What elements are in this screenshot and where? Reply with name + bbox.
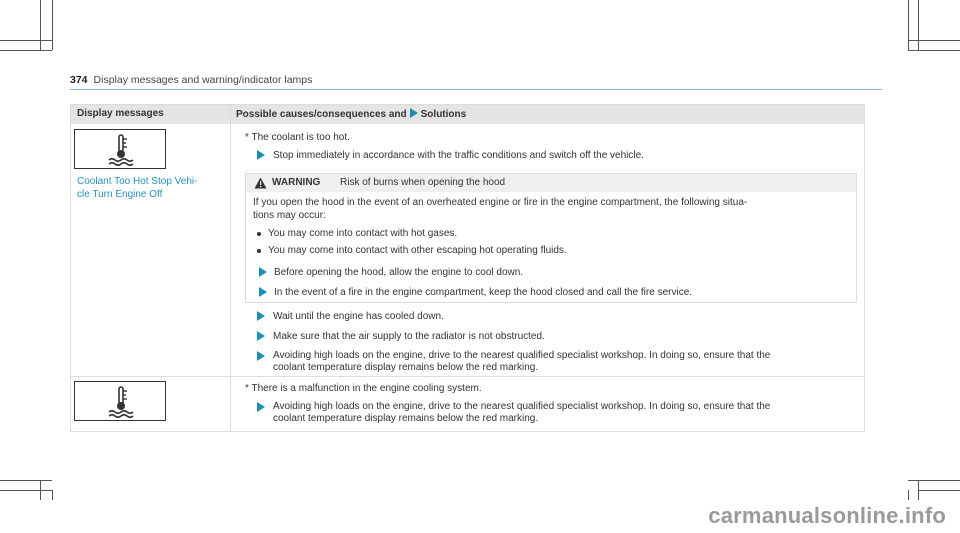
- warning-intro-line: tions may occur:: [253, 210, 326, 221]
- warning-bullet: You may come into contact with hot gases.: [268, 228, 458, 239]
- arrow-right-icon: [259, 287, 267, 297]
- display-messages-table: [70, 104, 865, 432]
- warning-header: [246, 174, 856, 192]
- crop-mark: [40, 0, 41, 50]
- crop-mark: [0, 50, 52, 51]
- crop-mark: [52, 0, 53, 50]
- warning-bullet: You may come into contact with other escaping hot operating fluids.: [268, 245, 567, 256]
- crop-mark: [908, 40, 960, 41]
- crop-mark: [0, 480, 52, 481]
- watermark: carmanualsonline.info: [708, 503, 946, 528]
- coolant-temperature-icon: [74, 381, 166, 421]
- solution-step: Wait until the engine has cooled down.: [273, 311, 444, 322]
- warning-step: In the event of a fire in the engine compartment, keep the hood closed and call the fire service.: [274, 287, 693, 298]
- page-number: 374: [70, 74, 88, 86]
- cause-text: * There is a malfunction in the engine cooling system.: [245, 383, 482, 394]
- display-message-text: [77, 175, 227, 201]
- table-header: [71, 105, 864, 124]
- coolant-temperature-icon: [74, 129, 166, 169]
- solution-step: Stop immediately in accordance with the traffic conditions and switch off the vehicle.: [273, 150, 644, 161]
- arrow-right-icon: [410, 108, 418, 118]
- arrow-right-icon: [257, 311, 265, 321]
- solution-step: coolant temperature display remains below the red marking.: [273, 413, 539, 424]
- row-divider: [71, 376, 864, 377]
- solution-step: Make sure that the air supply to the radiator is not obstructed.: [273, 331, 545, 342]
- column-header-solutions-text: Solutions: [420, 109, 467, 120]
- arrow-right-icon: [257, 351, 265, 361]
- warning-triangle-icon: [254, 177, 267, 189]
- column-header-display-messages: Display messages: [77, 108, 164, 119]
- bullet-icon: [257, 232, 261, 236]
- crop-mark: [918, 0, 919, 50]
- page-title: Display messages and warning/indicator lamps: [93, 74, 313, 86]
- crop-mark: [918, 490, 960, 491]
- page-header: [70, 74, 312, 88]
- warning-intro-line: If you open the hood in the event of an overheated engine or fire in the engine compartment, the following situa-: [253, 197, 748, 208]
- display-message-line: Coolant Too Hot Stop Vehi-: [77, 176, 198, 187]
- solution-step: Avoiding high loads on the engine, drive to the nearest qualified specialist workshop. In doing so, ensure that the: [273, 401, 771, 412]
- crop-mark: [908, 50, 960, 51]
- header-rule: [70, 89, 882, 90]
- arrow-right-icon: [257, 331, 265, 341]
- bullet-icon: [257, 249, 261, 253]
- arrow-right-icon: [259, 267, 267, 277]
- solution-step: Avoiding high loads on the engine, drive to the nearest qualified specialist workshop. In doing so, ensure that the: [273, 350, 771, 361]
- solution-step: coolant temperature display remains below the red marking.: [273, 362, 539, 373]
- column-divider: [230, 105, 231, 431]
- warning-step: Before opening the hood, allow the engine to cool down.: [274, 267, 524, 278]
- crop-mark: [0, 490, 52, 491]
- column-header-causes-solutions: [236, 108, 466, 120]
- crop-mark: [0, 40, 52, 41]
- column-header-causes-text: Possible causes/consequences and: [236, 109, 407, 120]
- crop-mark: [908, 0, 909, 50]
- crop-mark: [908, 480, 960, 481]
- display-message-line: cle Turn Engine Off: [77, 189, 163, 200]
- warning-title: WARNING: [272, 177, 321, 188]
- cause-text: * The coolant is too hot.: [245, 132, 350, 143]
- warning-description: Risk of burns when opening the hood: [340, 177, 506, 188]
- arrow-right-icon: [257, 150, 265, 160]
- warning-box: [245, 173, 857, 303]
- arrow-right-icon: [257, 402, 265, 412]
